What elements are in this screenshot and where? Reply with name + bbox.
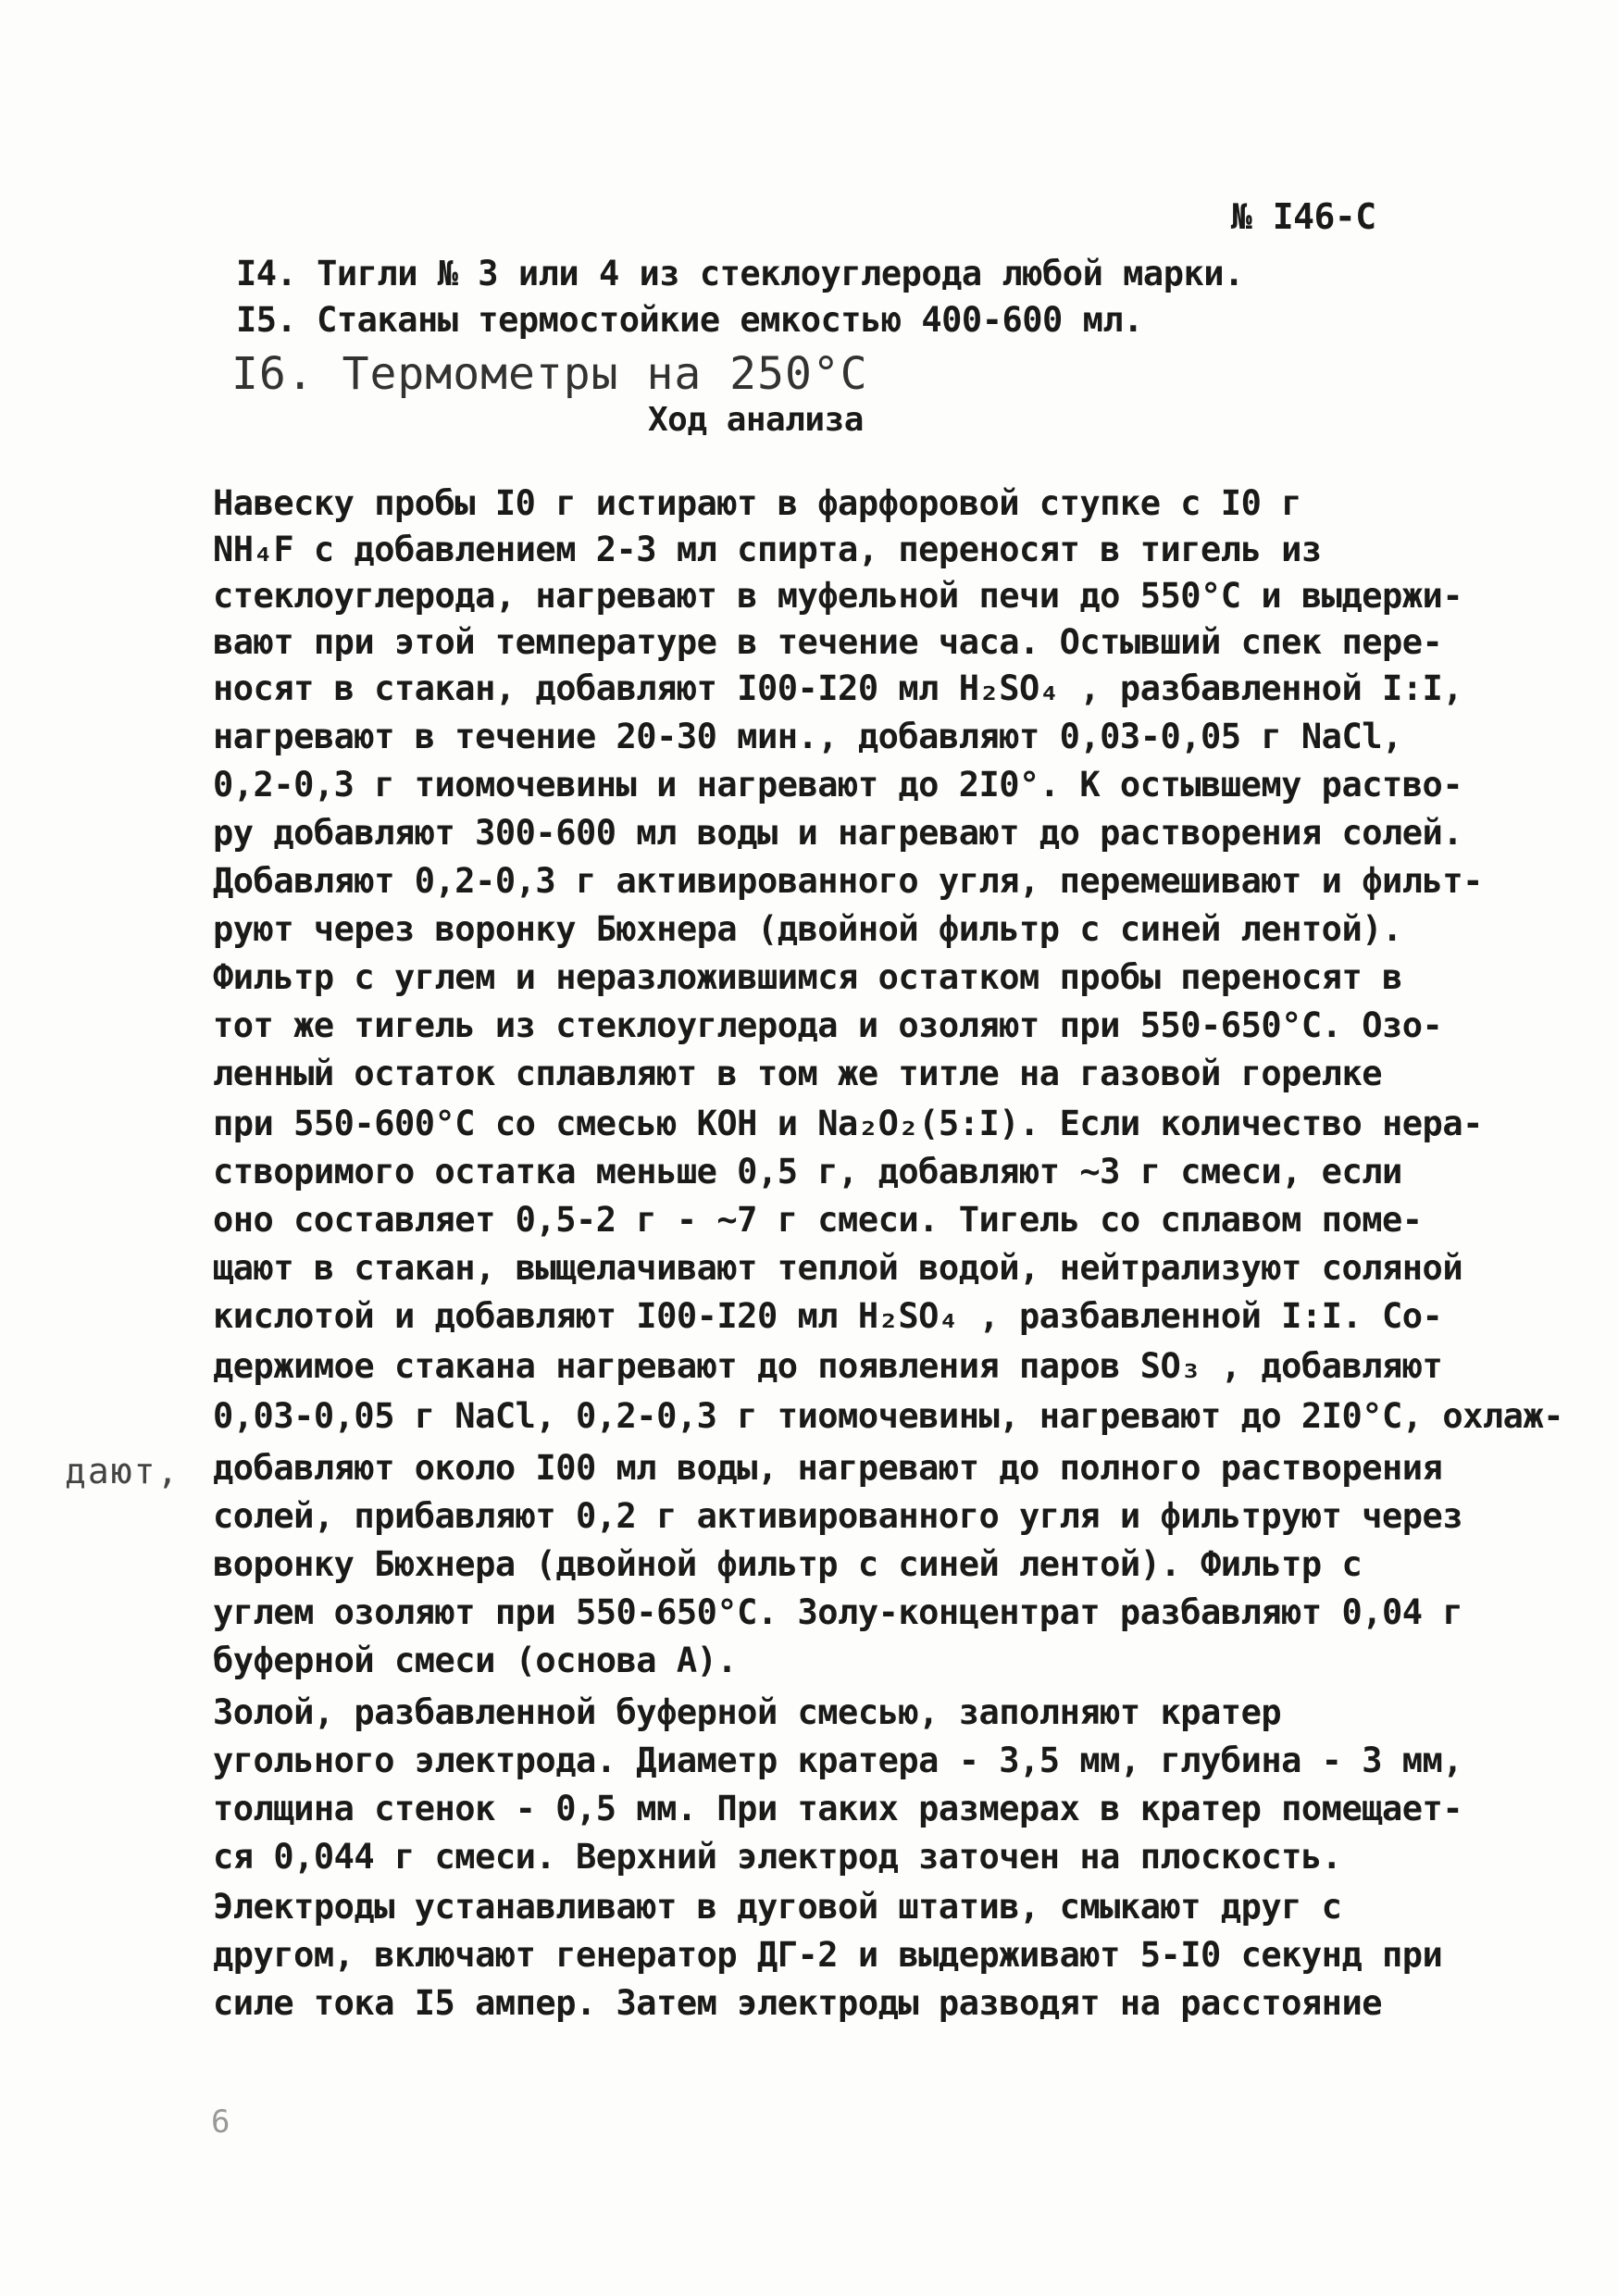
margin-note: дают, (65, 1451, 180, 1491)
body-line: ленный остаток сплавляют в том же титле на газовой горелке (213, 1054, 1383, 1093)
body-line: буферной смеси (основа А). (213, 1641, 738, 1680)
body-line: щают в стакан, выщелачивают теплой водой, нейтрализуют соляной (213, 1248, 1463, 1288)
page-number: 6 (211, 2103, 230, 2140)
body-line: стеклоуглерода, нагревают в муфельной печи до 550°С и выдержи- (213, 576, 1463, 616)
body-line: солей, прибавляют 0,2 г активированного угля и фильтруют через (213, 1496, 1463, 1536)
body-line: руют через воронку Бюхнера (двойной фильтр с синей лентой). (213, 909, 1402, 949)
body-line: Навеску пробы I0 г истирают в фарфоровой ступке с I0 г (213, 483, 1301, 523)
body-line: вают при этой температуре в течение часа. Остывший спек пере- (213, 622, 1443, 662)
body-line: ся 0,044 г смеси. Верхний электрод заточен на плоскость. (213, 1837, 1342, 1877)
body-line: 0,2-0,3 г тиомочевины и нагревают до 2I0°. К остывшему раство- (213, 765, 1463, 805)
body-line: Фильтр с углем и неразложившимся остатком пробы переносят в (213, 957, 1402, 997)
body-line: кислотой и добавляют I00-I20 мл H₂SO₄ , разбавленной I:I. Со- (213, 1296, 1443, 1336)
body-line: другом, включают генератор ДГ-2 и выдерживают 5-I0 секунд при (213, 1935, 1443, 1975)
body-line: нагревают в течение 20-30 мин., добавляют 0,03-0,05 г NaCl, (213, 717, 1402, 756)
body-line: Добавляют 0,2-0,3 г активированного угля, перемешивают и фильт- (213, 861, 1483, 901)
list-item-15: I5. Стаканы термостойкие емкостью 400-600 мл. (236, 300, 1143, 340)
body-line: добавляют около I00 мл воды, нагревают до полного растворения (213, 1448, 1443, 1488)
body-line: держимое стакана нагревают до появления паров SO₃ , добавляют (213, 1346, 1443, 1386)
body-line: углем озоляют при 550-650°С. Золу-концентрат разбавляют 0,04 г (213, 1592, 1463, 1632)
body-line: угольного электрода. Диаметр кратера - 3,5 мм, глубина - 3 мм, (213, 1741, 1463, 1780)
body-line: створимого остатка меньше 0,5 г, добавляют ~3 г смеси, если (213, 1152, 1402, 1192)
body-line: тот же тигель из стеклоуглерода и озоляют при 550-650°С. Озо- (213, 1005, 1443, 1045)
body-line: NH₄F с добавлением 2-3 мл спирта, переносят в тигель из (213, 530, 1322, 569)
body-line: 0,03-0,05 г NaCl, 0,2-0,3 г тиомочевины, нагревают до 2I0°С, охлаж- (213, 1396, 1563, 1436)
body-line: ру добавляют 300-600 мл воды и нагревают до растворения солей. (213, 813, 1463, 853)
body-line: Электроды устанавливают в дуговой штатив, смыкают друг с (213, 1887, 1342, 1927)
body-line: воронку Бюхнера (двойной фильтр с синей лентой). Фильтр с (213, 1544, 1363, 1584)
body-line: оно составляет 0,5-2 г - ~7 г смеси. Тигель со сплавом поме- (213, 1200, 1423, 1240)
body-line: толщина стенок - 0,5 мм. При таких размерах в кратер помещает- (213, 1789, 1463, 1828)
document-number: № I46-С (1231, 196, 1376, 237)
body-line: Золой, разбавленной буферной смесью, заполняют кратер (213, 1692, 1282, 1732)
body-line: при 550-600°С со смесью КОН и Na₂O₂(5:I). Если количество нера- (213, 1104, 1483, 1143)
list-item-16-handwritten: I6. Термометры на 250°С (231, 348, 868, 400)
body-line: силе тока I5 ампер. Затем электроды разводят на расстояние (213, 1983, 1383, 2023)
section-title: Ход анализа (648, 401, 864, 439)
list-item-14: I4. Тигли № 3 или 4 из стеклоуглерода любой марки. (236, 254, 1244, 293)
body-line: носят в стакан, добавляют I00-I20 мл H₂SO₄ , разбавленной I:I, (213, 668, 1463, 708)
